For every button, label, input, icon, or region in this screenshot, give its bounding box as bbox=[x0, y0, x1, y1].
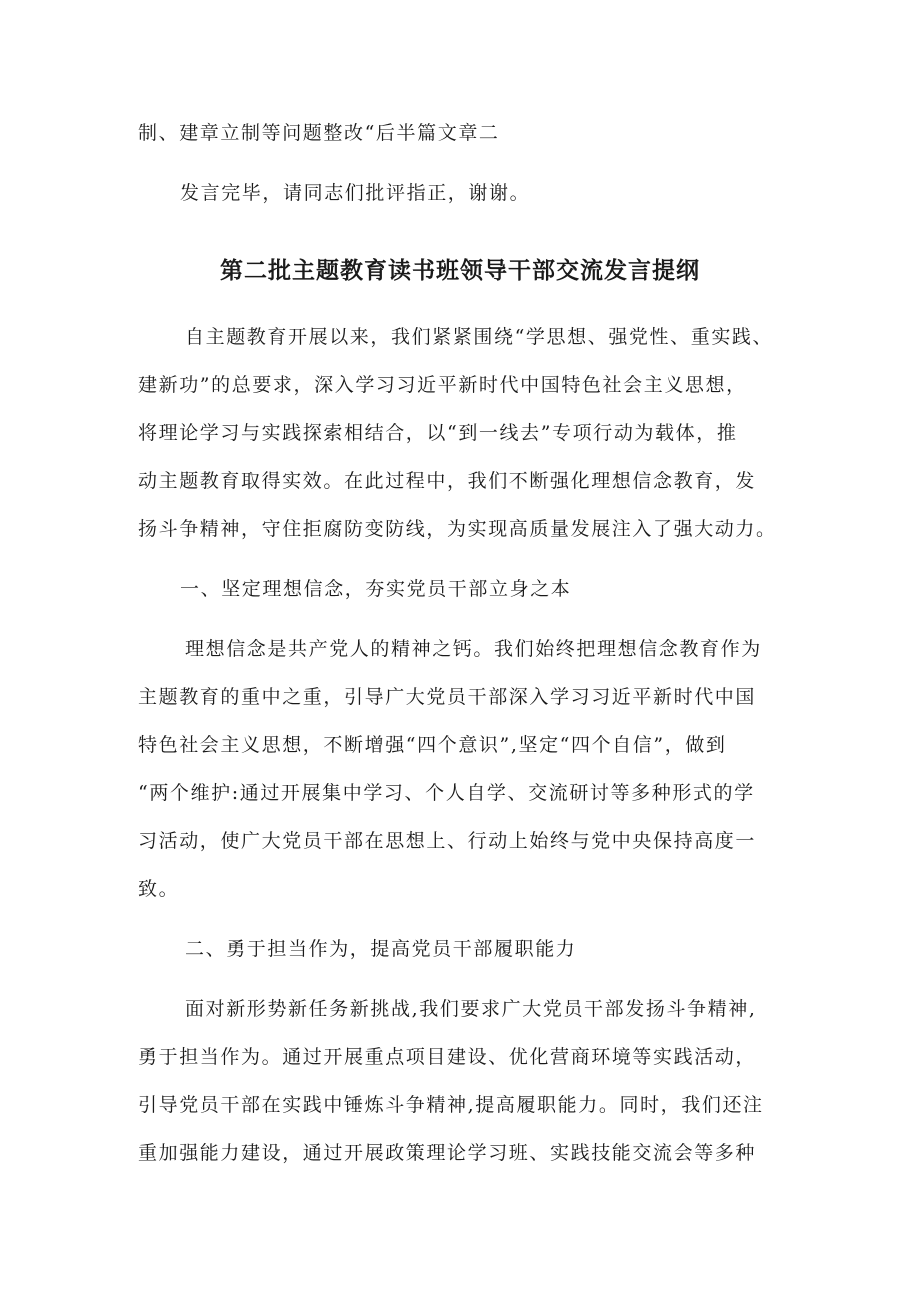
text-line: 致。 bbox=[138, 878, 180, 900]
text-line: 制、建章立制等问题整改“后半篇文章二 bbox=[138, 122, 500, 144]
text-line: 重加强能力建设，通过开展政策理论学习班、实践技能交流会等多种 bbox=[138, 1142, 757, 1164]
closing-remark: 发言完毕，请同志们批评指正，谢谢。 bbox=[180, 182, 531, 204]
text-line: 主题教育的重中之重，引导广大党员干部深入学习习近平新时代中国 bbox=[138, 686, 757, 708]
text-line: 建新功”的总要求，深入学习习近平新时代中国特色社会主义思想， bbox=[138, 374, 747, 396]
text-line: 将理论学习与实践探索相结合，以“到一线去”专项行动为载体，推 bbox=[138, 422, 738, 444]
text-line: “两个维护:通过开展集中学习、个人自学、交流研讨等多种形式的学 bbox=[138, 782, 755, 804]
text-line: 扬斗争精神，守住拒腐防变防线，为实现高质量发展注入了强大动力。 bbox=[138, 518, 777, 540]
section-heading: 二、勇于担当作为，提高党员干部履职能力 bbox=[185, 938, 577, 960]
text-line: 理想信念是共产党人的精神之钙。我们始终把理想信念教育作为 bbox=[185, 638, 762, 660]
text-line: 勇于担当作为。通过开展重点项目建设、优化营商环境等实践活动， bbox=[138, 1046, 757, 1068]
text-line: 引导党员干部在实践中锤炼斗争精神,提高履职能力。同时，我们还注 bbox=[138, 1094, 764, 1116]
text-line: 面对新形势新任务新挑战,我们要求广大党员干部发扬斗争精神, bbox=[185, 998, 757, 1020]
text-line: 动主题教育取得实效。在此过程中，我们不断强化理想信念教育，发 bbox=[138, 470, 757, 492]
section-heading: 一、坚定理想信念，夯实党员干部立身之本 bbox=[180, 578, 572, 600]
text-line: 特色社会主义思想，不断增强“四个意识”,坚定“四个自信”，做到 bbox=[138, 734, 727, 756]
text-line: 自主题教育开展以来，我们紧紧围绕“学思想、强党性、重实践、 bbox=[185, 326, 774, 348]
text-line: 习活动，使广大党员干部在思想上、行动上始终与党中央保持高度一 bbox=[138, 830, 757, 852]
document-title: 第二批主题教育读书班领导干部交流发言提纲 bbox=[220, 258, 700, 284]
